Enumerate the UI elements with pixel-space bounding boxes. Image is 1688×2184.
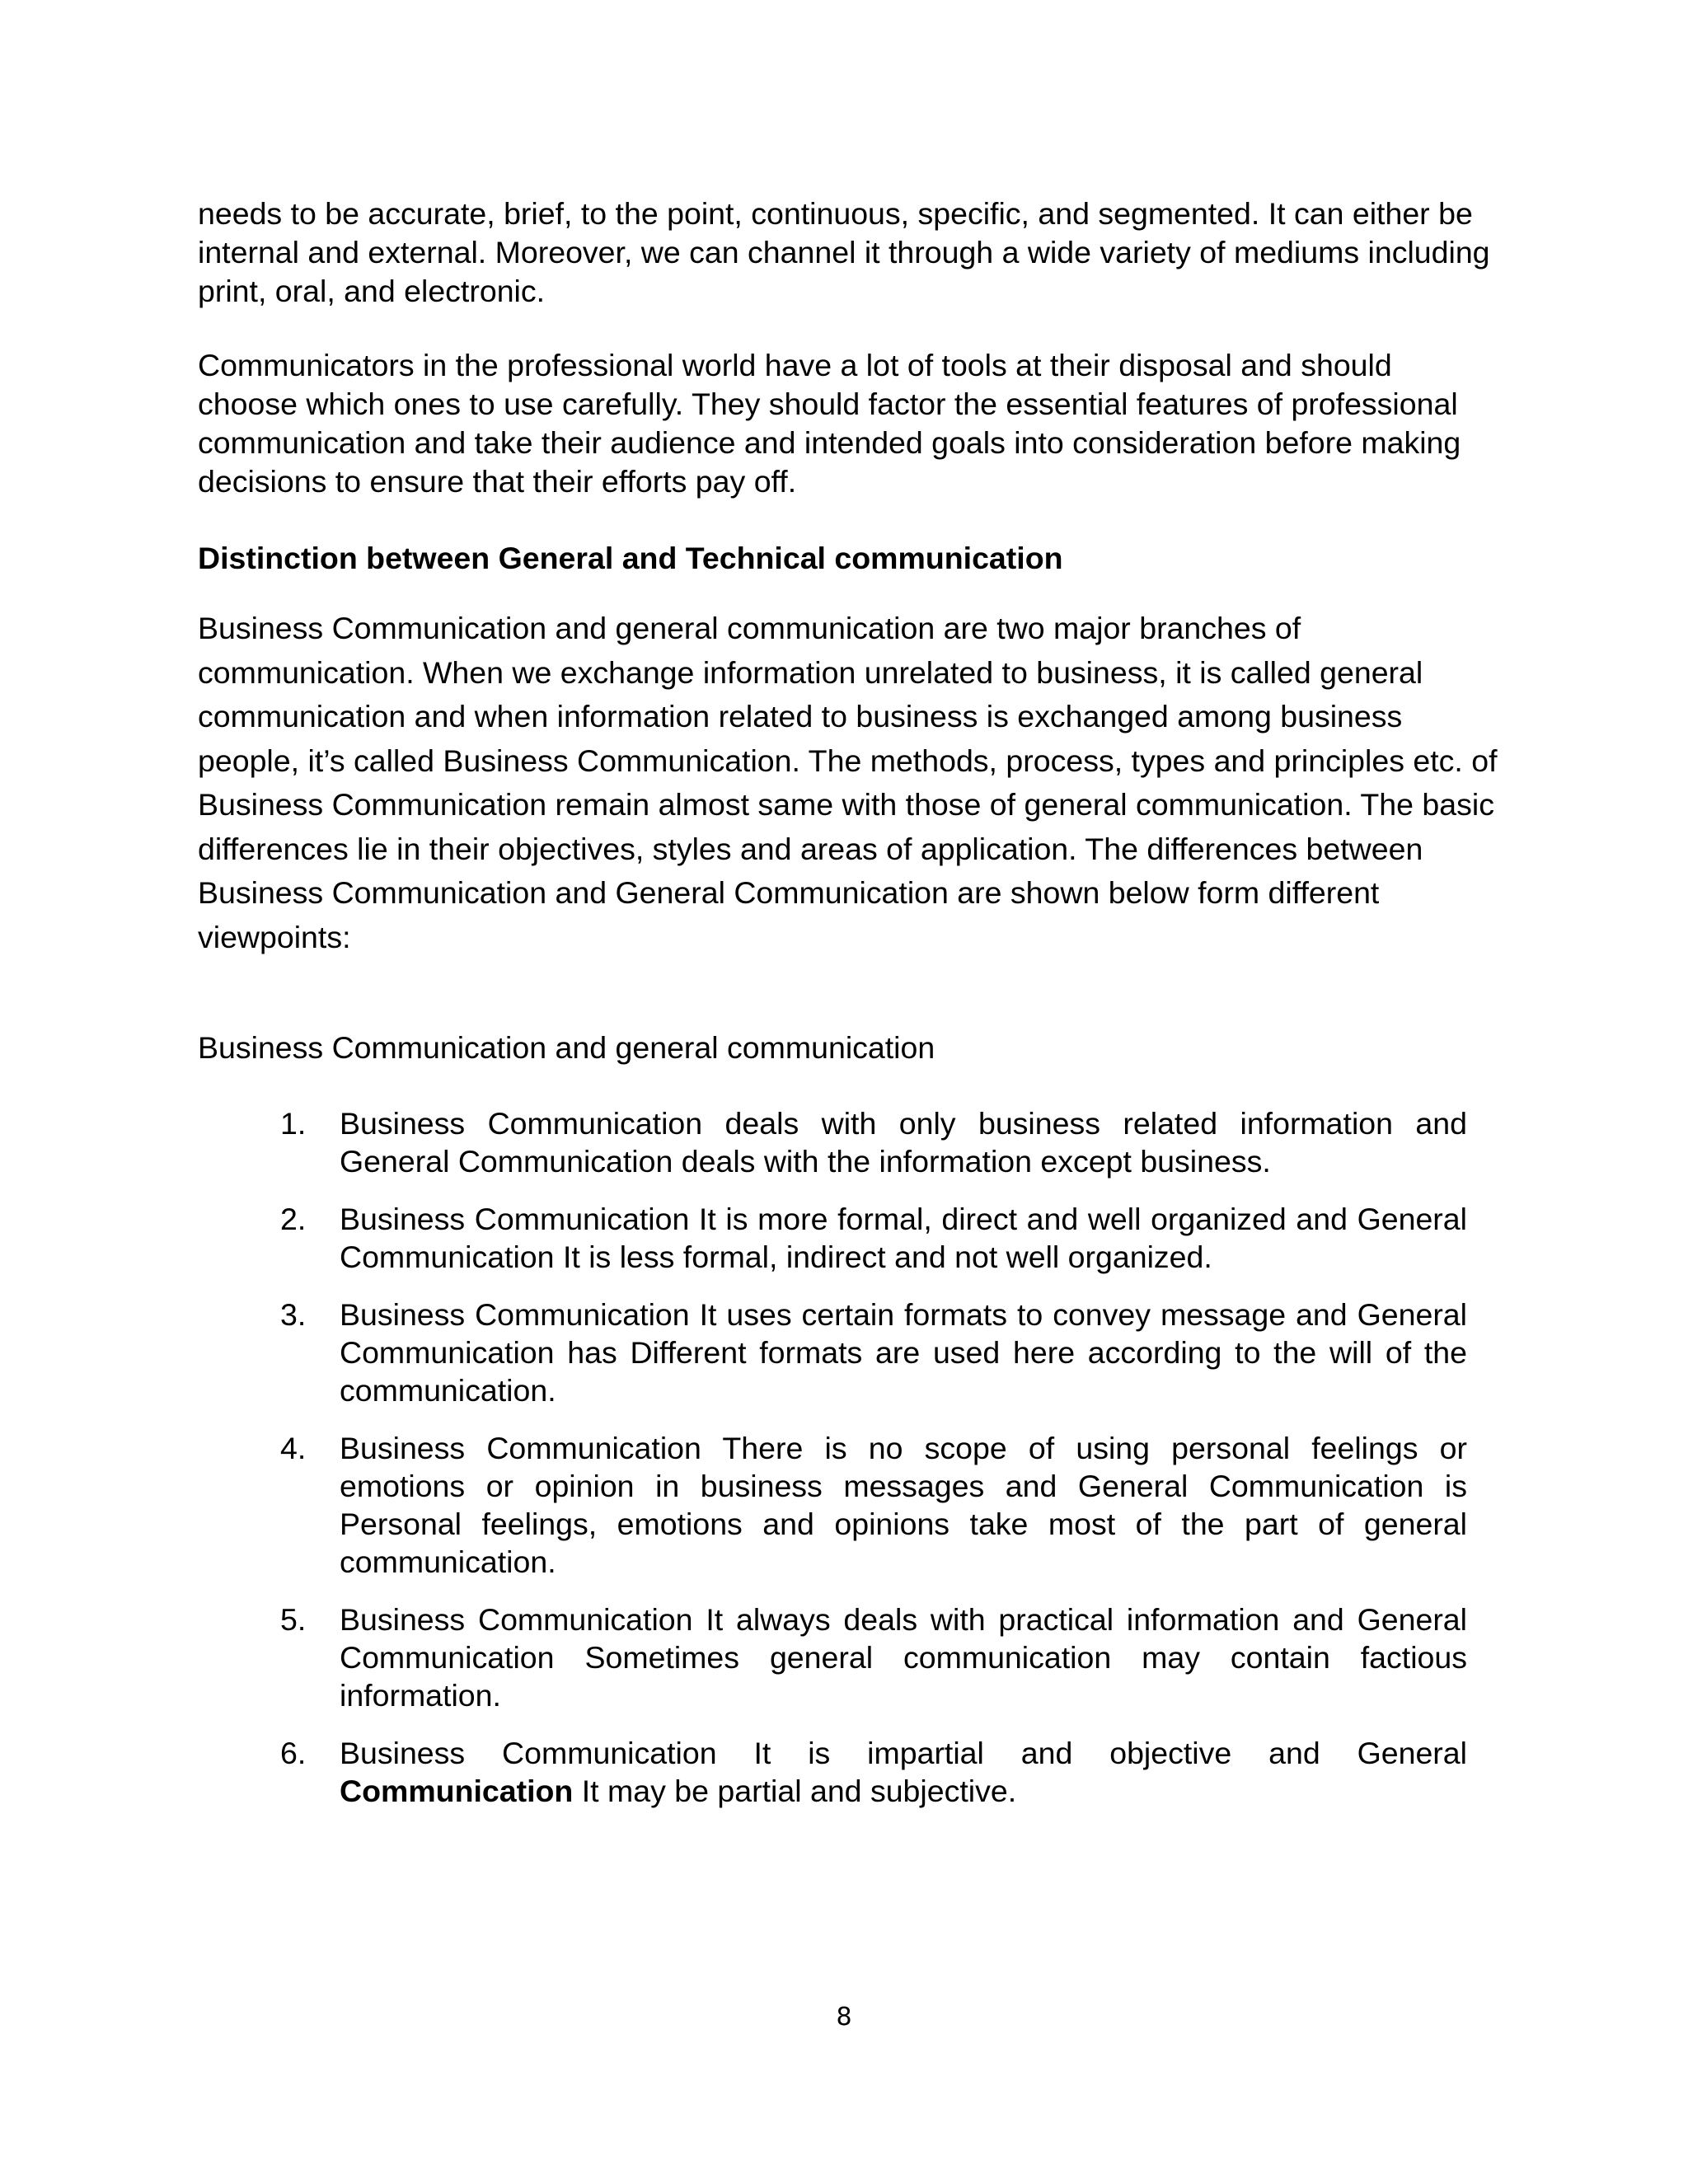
list-item-text: Business Communication deals with only business related information and General Communication deals with the information except business. (340, 1106, 1467, 1179)
list-item (280, 1200, 1467, 1276)
list-item (280, 1296, 1467, 1409)
section-heading: Distinction between General and Technical communication (198, 541, 1063, 575)
list-item-number: 4. (280, 1431, 307, 1465)
list-item-number: 5. (280, 1602, 307, 1637)
list-item-text: Business Communication It is more formal, direct and well organized and General Communication It is less formal, indirect and not well organized. (340, 1202, 1467, 1274)
list-item (280, 1104, 1467, 1180)
page-number: 8 (836, 2003, 852, 2032)
list-item-number: 1. (280, 1106, 307, 1141)
list-item-number: 6. (280, 1736, 307, 1770)
paragraph-2: Communicators in the professional world have a lot of tools at their disposal and should choose which ones to use carefully. They should factor the essential features of professional communication and take their audience and intended goals into consideration before making decisions to ensure that their efforts pay off. (198, 348, 1461, 499)
list-item-text-start: Business Communication It is impartial and objective and General (340, 1736, 1467, 1770)
differences-list (280, 1104, 1467, 1830)
list-item-number: 2. (280, 1202, 307, 1236)
list-item (280, 1429, 1467, 1581)
paragraph-3: Business Communication and general communication are two major branches of communication. When we exchange information unrelated to business, it is called general communication and when information related to business is exchanged among business people, it’s called Business Communication. The methods, process, types and principles etc. of Business Communication remain almost same with those of general communication. The basic differences lie in their objectives, styles and areas of application. The differences between Business Communication and General Communication are shown below form different viewpoints: (198, 611, 1498, 954)
list-item-text: Business Communication It always deals with practical information and General Communication Sometimes general communication may contain factious information. (340, 1602, 1467, 1713)
list-item (280, 1601, 1467, 1714)
list-item-number: 3. (280, 1297, 307, 1332)
list-item (280, 1734, 1467, 1810)
list-item-text: Business Communication There is no scope of using personal feelings or emotions or opinion in business messages and General Communication is Personal feelings, emotions and opinions take most of the part of general communication. (340, 1431, 1467, 1579)
list-item-text: Business Communication It uses certain formats to convey message and General Communication has Different formats are used here according to the will of the communication. (340, 1297, 1467, 1408)
paragraph-1: needs to be accurate, brief, to the point, continuous, specific, and segmented. It can either be internal and external. Moreover, we can channel it through a wide variety of mediums including print, oral, and electronic. (198, 196, 1490, 308)
list-item-bold-text: Communication (340, 1774, 574, 1808)
list-item-text-end: It may be partial and subjective. (573, 1774, 1017, 1808)
list-subtitle: Business Communication and general communication (198, 1030, 935, 1065)
